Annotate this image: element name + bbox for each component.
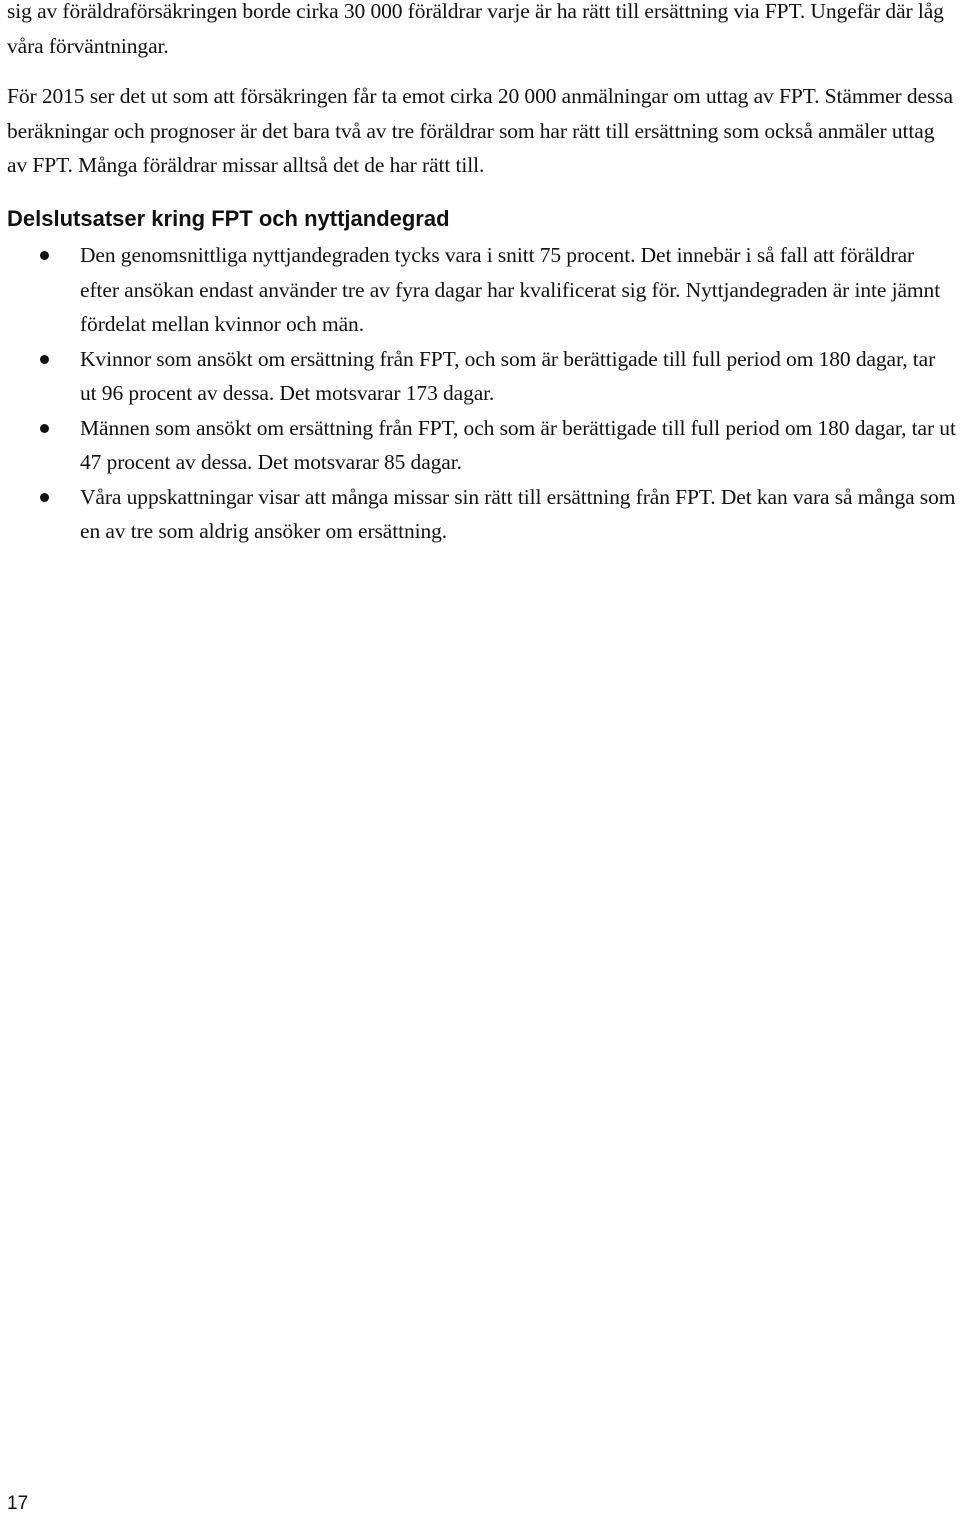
page-number: 17 bbox=[7, 1493, 29, 1514]
bullet-text: Våra uppskattningar visar att många missar sin rätt till ersättning från FPT. Det kan vara så många som en av tre som aldrig ansöker om ersättning. bbox=[80, 484, 956, 543]
bullet-item bbox=[0, 238, 960, 342]
bullet-item bbox=[0, 342, 960, 411]
section-heading: Delslutsatser kring FPT och nyttjandegrad bbox=[7, 206, 450, 231]
bullet-icon bbox=[40, 493, 49, 502]
bullet-text: Den genomsnittliga nyttjandegraden tycks vara i snitt 75 procent. Det innebär i så fall att föräldrar efter ansökan endast använder tre av fyra dagar har kvalificerat sig för. Nyttjandegraden är inte jämnt fördelat mellan kvinnor och män. bbox=[80, 243, 941, 336]
body-paragraph: För 2015 ser det ut som att försäkringen får ta emot cirka 20 000 anmälningar om uttag av FPT. Stämmer dessa beräkningar och prognoser är det bara två av tre föräldrar som har rätt till ersättning som också anmäler uttag av FPT. Många föräldrar missar alltså det de har rätt till. bbox=[7, 84, 953, 177]
bullet-item bbox=[0, 411, 960, 480]
bullet-text: Kvinnor som ansökt om ersättning från FPT, och som är berättigade till full period om 180 dagar, tar ut 96 procent av dessa. Det motsvarar 173 dagar. bbox=[80, 346, 936, 405]
bullet-text: Männen som ansökt om ersättning från FPT, och som är berättigade till full period om 180 dagar, tar ut 47 procent av dessa. Det motsvarar 85 dagar. bbox=[80, 415, 956, 474]
bullet-list bbox=[0, 238, 960, 549]
bullet-icon bbox=[40, 251, 49, 260]
bullet-icon bbox=[40, 355, 49, 364]
bullet-item bbox=[0, 480, 960, 549]
body-paragraph: sig av föräldraförsäkringen borde cirka 30 000 föräldrar varje är ha rätt till ersättning via FPT. Ungefär där låg våra förväntningar. bbox=[7, 0, 944, 58]
bullet-icon bbox=[40, 424, 49, 433]
